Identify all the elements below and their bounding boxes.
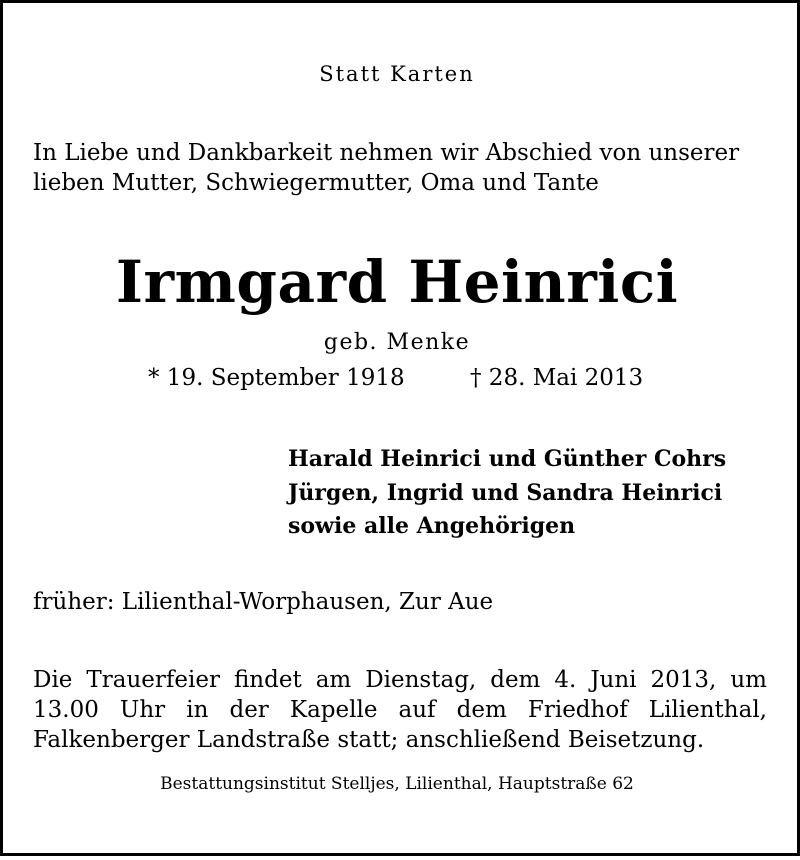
intro-line-2: lieben Mutter, Schwiegermutter, Oma und Tante — [33, 170, 599, 196]
birth-date: * 19. September 1918 — [148, 365, 405, 391]
birth-name: geb. Menke — [323, 330, 471, 355]
service-line-3: Falkenberger Landstraße statt; anschließend Beisetzung. — [33, 727, 705, 753]
mourner-line-2: Jürgen, Ingrid und Sandra Heinrici — [288, 480, 723, 506]
funeral-home-footer: Bestattungsinstitut Stelljes, Lilienthal, Hauptstraße 62 — [160, 774, 634, 794]
notice-header: Statt Karten — [319, 62, 475, 86]
former-address: früher: Lilienthal-Worphausen, Zur Aue — [33, 589, 494, 615]
intro-line-1: In Liebe und Dankbarkeit nehmen wir Abschied von unserer — [33, 140, 740, 166]
service-line-1: Die Trauerfeier findet am Dienstag, dem 4. Juni 2013, um — [33, 667, 767, 693]
death-date: † 28. Mai 2013 — [470, 365, 644, 391]
deceased-name: Irmgard Heinrici — [115, 248, 679, 316]
mourner-line-1: Harald Heinrici und Günther Cohrs — [288, 446, 727, 472]
mourner-line-3: sowie alle Angehörigen — [288, 513, 576, 539]
service-line-2: 13.00 Uhr in der Kapelle auf dem Friedhof Lilienthal, — [33, 697, 767, 723]
